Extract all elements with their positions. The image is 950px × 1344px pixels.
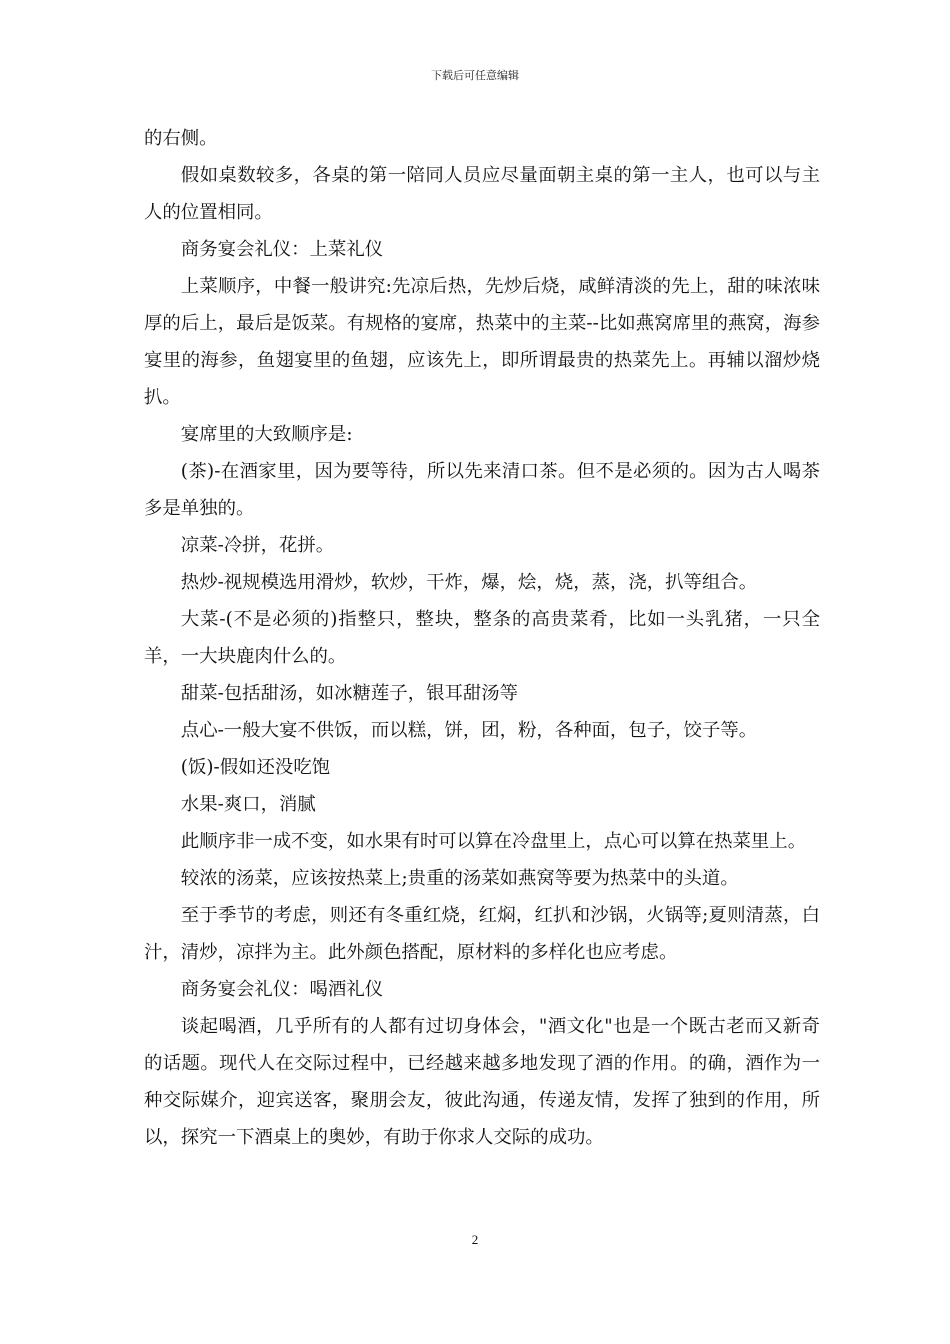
paragraph: 假如桌数较多，各桌的第一陪同人员应尽量面朝主桌的第一主人，也可以与主人的位置相同。 [144,165,820,223]
paragraph: 谈起喝酒，几乎所有的人都有过切身体会，"酒文化"也是一个既古老而又新奇的话题。现代人在交际过程中，已经越来越多地发现了酒的作用。的确，酒作为一种交际媒介，迎宾送客，聚朋会友，彼此沟通，传递友情，发挥了独到的作用，所以，探究一下酒桌上的奥妙，有助于你求人交际的成功。 [144,1016,820,1148]
page-number: 2 [471,1232,479,1247]
list-item: 点心-一般大宴不供饭，而以糕，饼，团，粉，各种面，包子，饺子等。 [180,720,758,741]
section-heading: 商务宴会礼仪：喝酒礼仪 [180,979,384,1000]
paragraph: 较浓的汤菜，应该按热菜上;贵重的汤菜如燕窝等要为热菜中的头道。 [180,868,739,889]
list-item: (茶)-在酒家里，因为要等待，所以先来清口茶。但不是必须的。因为古人喝茶多是单独的。 [144,461,820,519]
list-item: 热炒-视规模选用滑炒，软炒，干炸，爆，烩，烧，蒸，浇，扒等组合。 [180,572,758,593]
paragraph: 此顺序非一成不变，如水果有时可以算在冷盘里上，点心可以算在热菜里上。 [180,831,807,852]
list-item: 甜菜-包括甜汤，如冰糖莲子，银耳甜汤等 [180,683,519,704]
list-item: 水果-爽口，消腻 [180,794,316,815]
paragraph: 上菜顺序，中餐一般讲究:先凉后热，先炒后烧，咸鲜清淡的先上，甜的味浓味厚的后上，最后是饭菜。有规格的宴席，热菜中的主菜--比如燕窝席里的燕窝，海参宴里的海参，鱼翅宴里的鱼翅，应该先上，即所谓最贵的热菜先上。再辅以溜炒烧扒。 [144,276,820,408]
paragraph: 的右侧。 [144,128,218,149]
list-item: 大菜-(不是必须的)指整只，整块，整条的高贵菜肴，比如一头乳猪，一只全羊，一大块鹿肉什么的。 [144,609,820,667]
paragraph: 至于季节的考虑，则还有冬重红烧，红焖，红扒和沙锅，火锅等;夏则清蒸，白汁，清炒，凉拌为主。此外颜色搭配，原材料的多样化也应考虑。 [144,905,820,963]
section-heading: 商务宴会礼仪：上菜礼仪 [180,239,384,260]
list-item: 凉菜-冷拼，花拼。 [180,535,335,556]
document-body [144,120,820,1156]
list-item: (饭)-假如还没吃饱 [180,757,331,778]
paragraph: 宴席里的大致顺序是: [180,424,353,445]
page-header: 下载后可任意编辑 [431,69,519,82]
